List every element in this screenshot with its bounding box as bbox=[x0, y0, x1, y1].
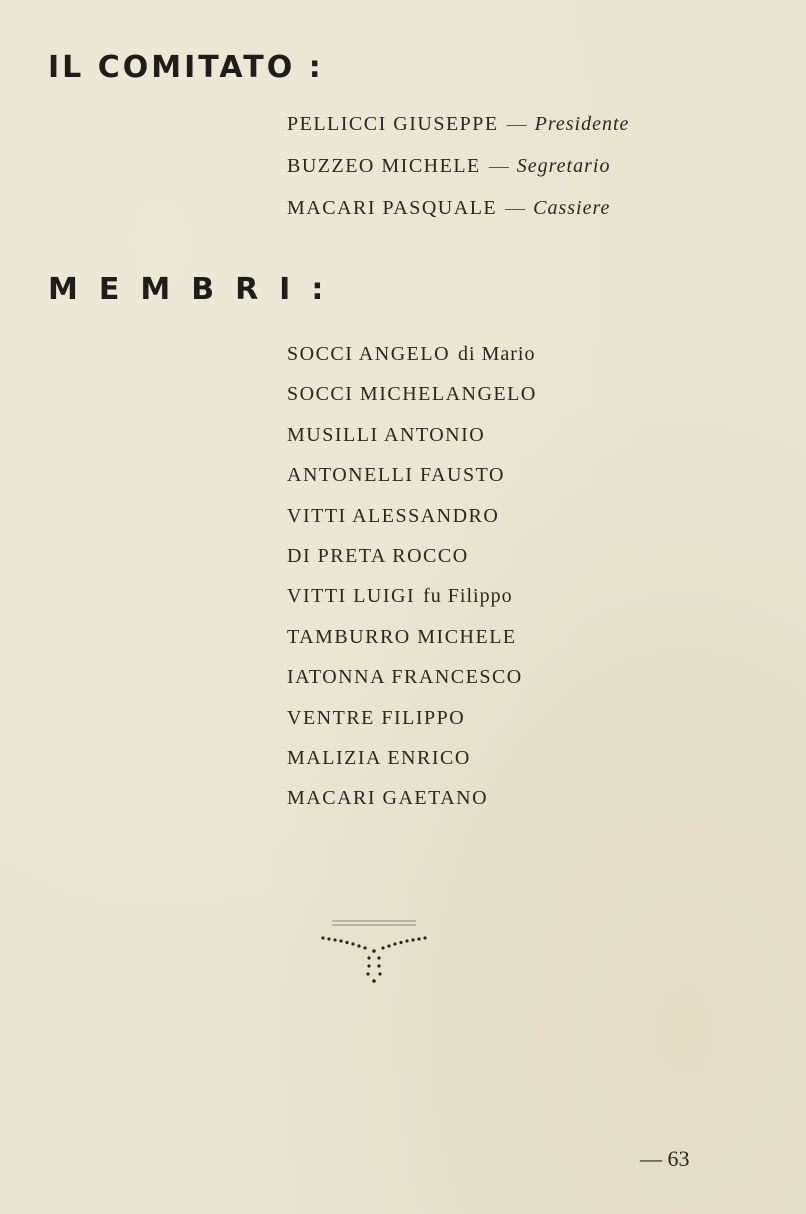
officer-dash: — bbox=[506, 113, 527, 135]
member-entry bbox=[287, 461, 545, 501]
member-name: SOCCI MICHELANGELO bbox=[287, 383, 537, 406]
officers-list bbox=[287, 110, 629, 236]
officer-entry bbox=[287, 110, 629, 152]
officer-role: Segretario bbox=[516, 155, 611, 177]
member-name: VITTI LUIGI bbox=[287, 585, 416, 608]
members-list bbox=[287, 340, 545, 825]
membri-heading: MEMBRI: bbox=[48, 272, 345, 307]
member-entry bbox=[287, 784, 545, 824]
officer-dash: — bbox=[505, 197, 526, 219]
member-entry bbox=[287, 582, 545, 622]
member-name: SOCCI ANGELO bbox=[287, 343, 451, 365]
member-name: VITTI ALESSANDRO bbox=[287, 504, 500, 527]
member-name: MACARI GAETANO bbox=[287, 787, 489, 810]
dotted-y-ornament-icon bbox=[318, 918, 430, 990]
member-name: DI PRETA ROCCO bbox=[287, 544, 469, 567]
member-name: IATONNA FRANCESCO bbox=[287, 666, 523, 689]
officer-role: Cassiere bbox=[533, 197, 611, 219]
member-entry bbox=[287, 380, 545, 420]
member-name: MALIZIA ENRICO bbox=[287, 746, 471, 769]
officer-dash: — bbox=[488, 155, 509, 177]
member-name: ANTONELLI FAUSTO bbox=[287, 464, 505, 487]
member-suffix: fu Filippo bbox=[423, 585, 513, 608]
member-entry bbox=[287, 340, 545, 380]
member-entry bbox=[287, 623, 545, 663]
member-entry bbox=[287, 663, 545, 703]
member-name: TAMBURRO MICHELE bbox=[287, 625, 517, 648]
member-entry bbox=[287, 502, 545, 542]
officer-role: Presidente bbox=[534, 113, 630, 135]
officer-entry bbox=[287, 152, 629, 194]
member-entry bbox=[287, 704, 545, 744]
officer-name: BUZZEO MICHELE bbox=[287, 155, 481, 177]
member-name: MUSILLI ANTONIO bbox=[287, 423, 486, 446]
member-suffix: di Mario bbox=[458, 343, 536, 365]
member-entry bbox=[287, 542, 545, 582]
comitato-heading: IL COMITATO : bbox=[48, 50, 324, 85]
officer-entry bbox=[287, 194, 629, 236]
member-entry bbox=[287, 421, 545, 461]
officer-name: MACARI PASQUALE bbox=[287, 197, 498, 219]
page-number: — 63 bbox=[640, 1146, 690, 1171]
member-name: VENTRE FILIPPO bbox=[287, 706, 466, 729]
officer-name: PELLICCI GIUSEPPE bbox=[287, 113, 499, 135]
member-entry bbox=[287, 744, 545, 784]
